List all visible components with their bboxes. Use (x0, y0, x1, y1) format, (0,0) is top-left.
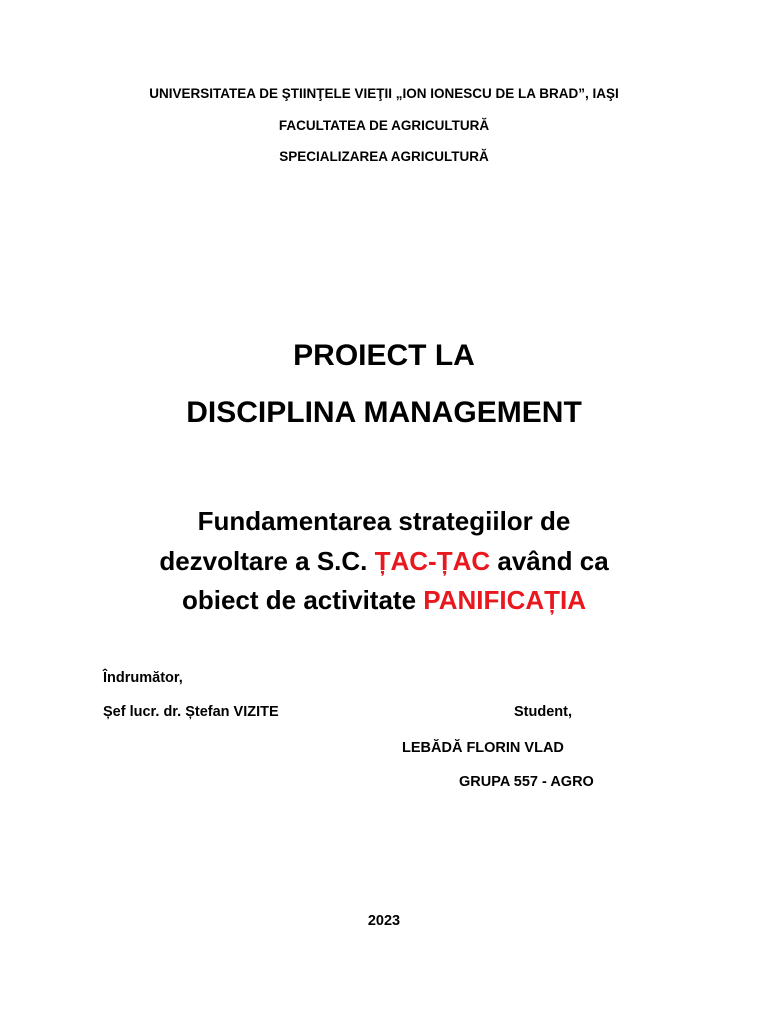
company-name: ȚAC-ȚAC (374, 546, 491, 576)
supervisor-label: Îndrumător, (103, 670, 183, 686)
specialization-line: SPECIALIZAREA AGRICULTURĂ (279, 149, 489, 164)
subtitle-line3 (0, 585, 768, 616)
project-title-line1: PROIECT LA (293, 339, 475, 372)
project-title-line2: DISCIPLINA MANAGEMENT (186, 396, 582, 429)
activity-name: PANIFICAȚIA (423, 585, 587, 615)
subtitle-line3-prefix: obiect de activitate (181, 585, 424, 615)
subtitle-line1: Fundamentarea strategiilor de (197, 506, 571, 536)
subtitle-line2-prefix: dezvoltare a S.C. (159, 546, 375, 576)
student-name: LEBĂDĂ FLORIN VLAD (402, 740, 564, 756)
supervisor-name: Șef lucr. dr. Ștefan VIZITE (103, 704, 279, 720)
subtitle-line2-suffix: având ca (490, 546, 609, 576)
subtitle-line2 (0, 546, 768, 577)
faculty-line: FACULTATEA DE AGRICULTURĂ (278, 118, 490, 133)
university-line: UNIVERSITATEA DE ŞTIINŢELE VIEŢII „ION IONESCU DE LA BRAD”, IAŞI (149, 86, 619, 101)
student-group: GRUPA 557 - AGRO (459, 774, 594, 790)
year: 2023 (367, 913, 401, 929)
student-label: Student, (514, 704, 572, 720)
